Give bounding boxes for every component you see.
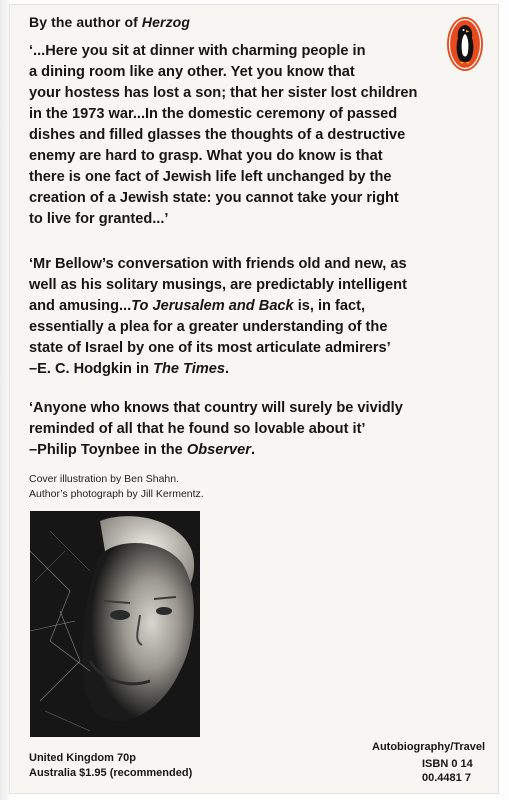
isbn-number — [422, 757, 473, 785]
review-line: ‘Anyone who knows that country will surely be vividly — [29, 400, 403, 416]
isbn-line: ISBN 0 14 — [422, 758, 473, 770]
author-tagline — [29, 14, 190, 30]
excerpt-line: your hostess has lost a son; that her sister lost children — [29, 85, 418, 101]
review-quote-observer — [29, 398, 469, 461]
price-block — [29, 751, 192, 781]
review-line: essentially a plea for a greater understanding of the — [29, 319, 388, 335]
attribution-period: . — [250, 442, 256, 458]
author-tagline-text: By the author of — [29, 14, 142, 30]
excerpt-line: there is one fact of Jewish life left unchanged by the — [29, 169, 392, 185]
review-line: ‘Mr Bellow’s conversation with friends old and new, as — [29, 256, 407, 272]
price-australia: Australia $1.95 (recommended) — [29, 767, 193, 779]
attribution-period: . — [224, 361, 230, 377]
review-line: well as his solitary musings, are predictably intelligent — [29, 277, 407, 293]
author-photo-credit: Author’s photograph by Jill Kermentz. — [29, 488, 204, 500]
cover-illustration-credit: Cover illustration by Ben Shahn. — [29, 473, 179, 485]
price-uk: United Kingdom 70p — [29, 752, 136, 764]
isbn-line: 00.4481 7 — [422, 772, 471, 784]
review-line: reminded of all that he found so lovable about it’ — [29, 421, 366, 437]
image-credits — [29, 472, 204, 502]
excerpt-line: creation of a Jewish state: you cannot take your right — [29, 190, 399, 206]
excerpt-line: in the 1973 war...In the domestic ceremony of passed — [29, 106, 398, 122]
publication-name: The Times — [153, 361, 225, 377]
author-photograph — [30, 511, 200, 737]
review-quote-times — [29, 254, 469, 380]
review-text: is, in fact, — [293, 298, 366, 314]
excerpt-line: dishes and filled glasses the thoughts of a destructive — [29, 127, 406, 143]
review-attribution — [29, 359, 469, 380]
reviewer-name: –E. C. Hodgkin in — [29, 361, 154, 377]
book-title: To Jerusalem and Back — [131, 298, 294, 314]
review-attribution — [29, 440, 469, 461]
excerpt-line: ‘...Here you sit at dinner with charming people in — [29, 43, 366, 59]
excerpt-line: a dining room like any other. Yet you know that — [29, 64, 355, 80]
reviewer-name: –Philip Toynbee in the — [29, 442, 187, 458]
spine-edge — [0, 0, 9, 800]
category-label: Autobiography/Travel — [372, 741, 486, 753]
blurb-quote-excerpt — [29, 41, 469, 230]
review-line — [29, 296, 469, 317]
review-line: state of Israel by one of its most articulate admirers’ — [29, 340, 391, 356]
page-edge — [499, 0, 509, 800]
excerpt-line: to live for granted...’ — [29, 211, 169, 227]
publication-name: Observer — [186, 442, 251, 458]
excerpt-line: enemy are hard to grasp. What you do know is that — [29, 148, 383, 164]
author-previous-title: Herzog — [141, 14, 190, 30]
review-text: and amusing... — [29, 298, 132, 314]
